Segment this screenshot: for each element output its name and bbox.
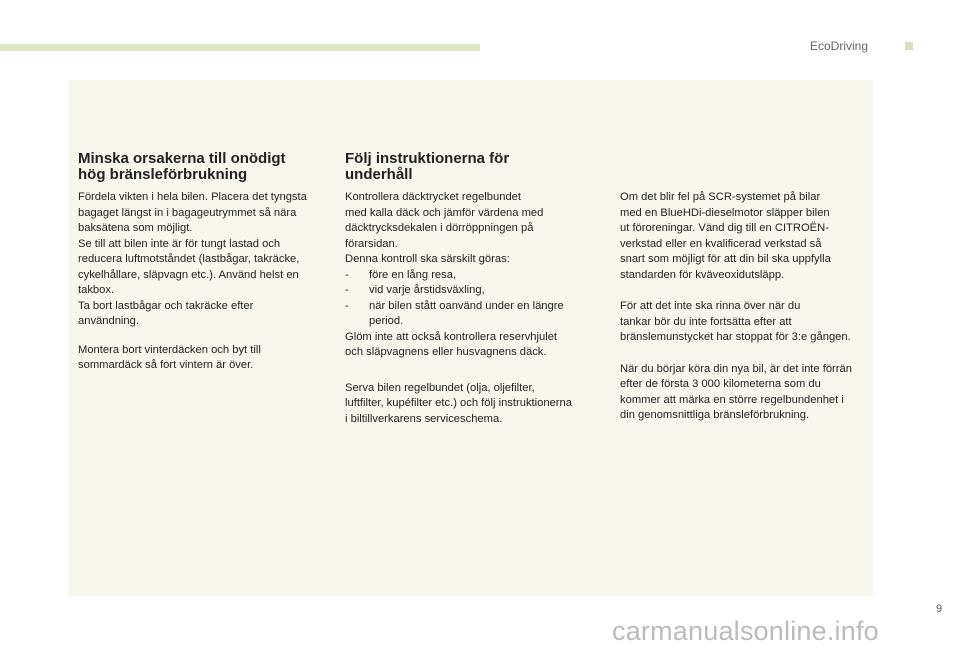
paragraph-tyres: Montera bort vinterdäcken och byt till sommardäck så fort vintern är över. bbox=[78, 343, 261, 371]
column-1 bbox=[78, 190, 338, 387]
list-item: - före en lång resa, bbox=[345, 268, 605, 284]
heading-maintenance: Följ instruktionerna för underhåll bbox=[345, 150, 510, 183]
dash-bullet-icon: - bbox=[345, 284, 349, 296]
list-item: - när bilen stått oanvänd under en längre period. bbox=[345, 299, 564, 327]
watermark: carmanualsonline.info bbox=[612, 616, 879, 646]
dash-bullet-icon: - bbox=[345, 299, 349, 312]
paragraph-spare-wheel: Glöm inte att också kontrollera reservhjulet och släpvagnens eller husvagnens däck. bbox=[345, 330, 558, 358]
section-title: EcoDriving bbox=[810, 39, 869, 53]
paragraph-new-car: När du börjar köra din nya bil, är det inte förrän efter de första 3 000 kilometerna som du kommer att märka en större regelbundenhet i din genomsnittliga bränsleförbrukning. bbox=[620, 362, 852, 421]
paragraph-weight: Fördela vikten i hela bilen. Placera det tyngsta bagaget längst in i bagageutrymmet så nära baksätena som möjligt. Se till att bilen inte är för tungt lastad och reducera luftmotståndet (lastbågar, takräcke, cykelhållare, släpvagn etc.). Använd helst en takbox. Ta bort lastbågar och takräcke efter användning. bbox=[78, 191, 307, 327]
list-item: - vid varje årstidsväxling, bbox=[345, 283, 605, 299]
page-number: 9 bbox=[936, 603, 943, 615]
check-list bbox=[345, 268, 605, 330]
header-accent-bar bbox=[0, 44, 480, 51]
paragraph-scr-system: Om det blir fel på SCR-systemet på bilar med en BlueHDi-dieselmotor släpper bilen ut föroreningar. Vänd dig till en CITROËN- verkstad eller en kvalificerad verkstad så snart som möjligt för att din bil ska uppfylla standarden för kväveoxidutsläpp. bbox=[620, 191, 831, 281]
heading-reduce-consumption: Minska orsakerna till onödigt hög bränsleförbrukning bbox=[78, 150, 286, 183]
section-marker bbox=[905, 42, 913, 50]
column-2 bbox=[345, 190, 605, 440]
paragraph-tyre-pressure: Kontrollera däcktrycket regelbundet med kalla däck och jämför värdena med däcktrycksdekalen i dörröppningen på förarsidan. Denna kontroll ska särskilt göras: bbox=[345, 191, 544, 265]
paragraph-refuelling: För att det inte ska rinna över när du tankar bör du inte fortsätta efter att bränslemunstycket har stoppat för 3:e gången. bbox=[620, 300, 851, 343]
paragraph-service: Serva bilen regelbundet (olja, oljefilter, luftfilter, kupéfilter etc.) och följ instruktionerna i biltillverkarens serviceschema. bbox=[345, 381, 572, 425]
dash-bullet-icon: - bbox=[345, 268, 349, 281]
column-3 bbox=[620, 190, 882, 437]
